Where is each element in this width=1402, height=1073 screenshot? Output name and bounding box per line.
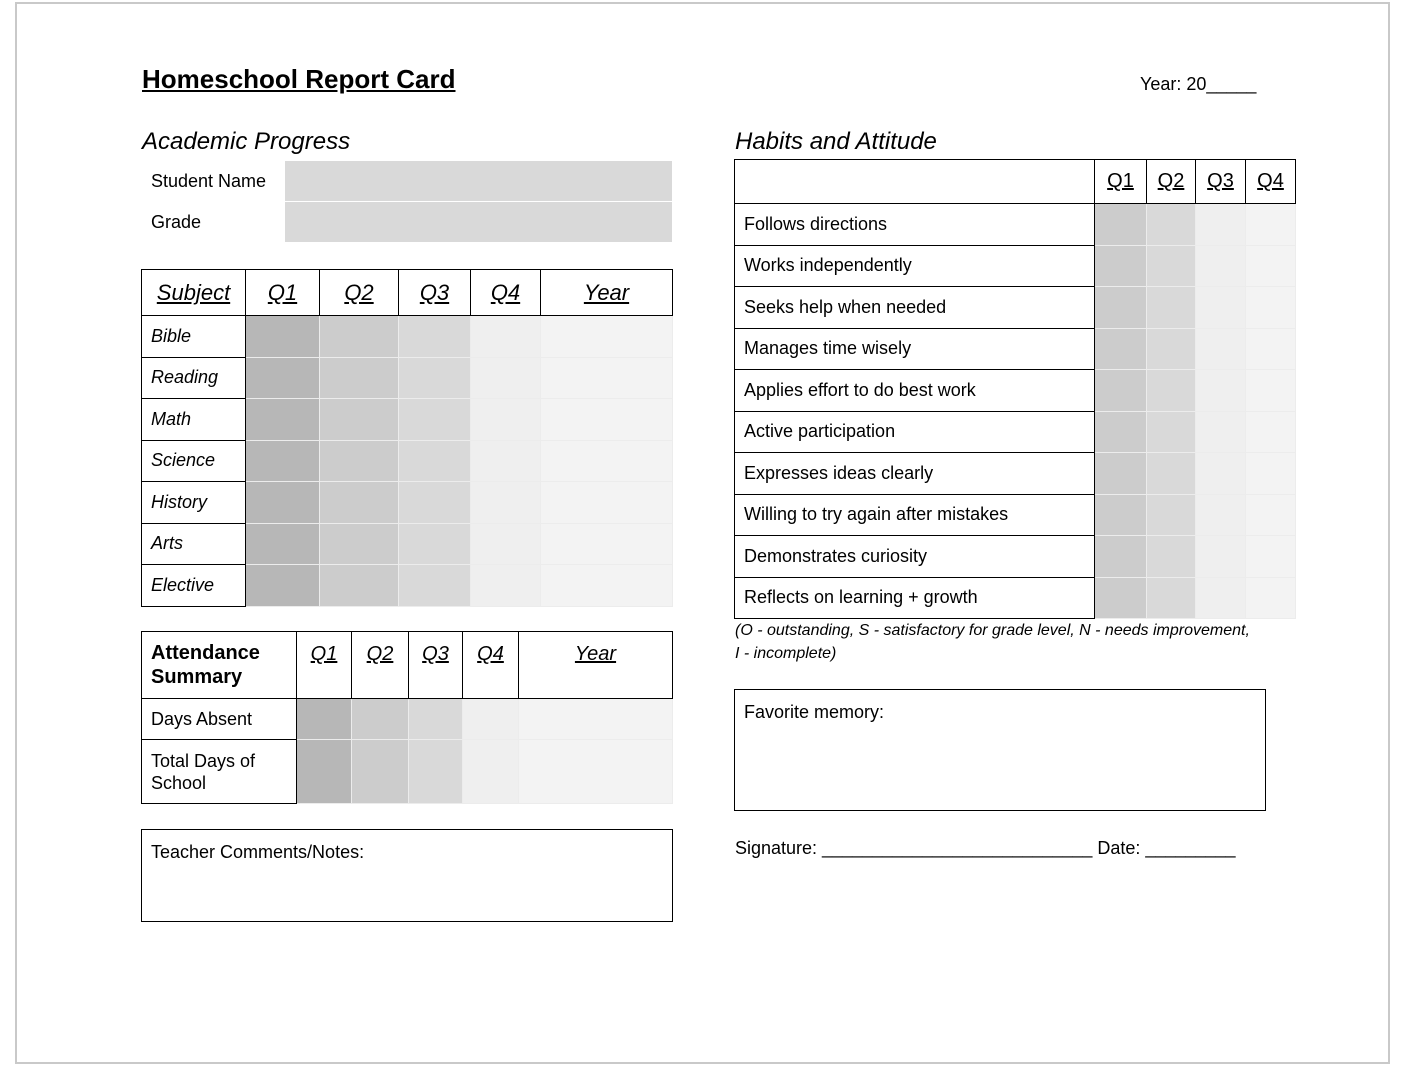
grade-cell[interactable]	[541, 440, 673, 482]
habit-label: Willing to try again after mistakes	[735, 494, 1095, 536]
hab-q3-header: Q3	[1196, 160, 1246, 204]
hab-q2-header: Q2	[1147, 160, 1196, 204]
habit-cell[interactable]	[1196, 536, 1246, 578]
att-q3-header: Q3	[409, 632, 463, 699]
table-row	[142, 316, 673, 358]
grade-cell[interactable]	[320, 523, 399, 565]
favorite-memory-label: Favorite memory:	[744, 702, 885, 722]
attendance-cell[interactable]	[519, 740, 673, 804]
habit-cell[interactable]	[1196, 245, 1246, 287]
attendance-header-row	[142, 632, 673, 699]
page-title: Homeschool Report Card	[142, 64, 456, 94]
habit-cell[interactable]	[1147, 204, 1196, 246]
habit-cell[interactable]	[1095, 245, 1147, 287]
habit-cell[interactable]	[1147, 536, 1196, 578]
habit-cell[interactable]	[1196, 328, 1246, 370]
grade-cell[interactable]	[399, 399, 471, 441]
habit-cell[interactable]	[1147, 287, 1196, 329]
att-q1-header: Q1	[297, 632, 352, 699]
table-row	[142, 357, 673, 399]
attendance-row-label: Total Days of School	[142, 740, 297, 804]
table-row	[142, 565, 673, 607]
habit-cell[interactable]	[1147, 245, 1196, 287]
habit-cell[interactable]	[1246, 577, 1296, 619]
habit-label: Applies effort to do best work	[735, 370, 1095, 412]
habit-cell[interactable]	[1196, 370, 1246, 412]
attendance-cell[interactable]	[409, 699, 463, 740]
grade-cell[interactable]	[399, 565, 471, 607]
grade-cell[interactable]	[399, 440, 471, 482]
academic-progress-heading: Academic Progress	[142, 128, 351, 155]
grade-cell[interactable]	[399, 523, 471, 565]
grade-cell[interactable]	[471, 482, 541, 524]
grade-cell[interactable]	[246, 440, 320, 482]
grade-cell[interactable]	[399, 316, 471, 358]
subject-name: Science	[142, 440, 246, 482]
grade-cell[interactable]	[399, 482, 471, 524]
table-row	[735, 245, 1296, 287]
attendance-summary-header	[142, 632, 297, 699]
teacher-comments-label: Teacher Comments/Notes:	[151, 842, 365, 862]
attendance-cell[interactable]	[409, 740, 463, 804]
grade-cell[interactable]	[246, 357, 320, 399]
grade-cell[interactable]	[471, 565, 541, 607]
habit-cell[interactable]	[1147, 494, 1196, 536]
attendance-cell[interactable]	[352, 699, 409, 740]
table-row	[142, 740, 673, 804]
habit-cell[interactable]	[1095, 287, 1147, 329]
grading-legend: (O - outstanding, S - satisfactory for grade level, N - needs improvement, I - incomplete)	[735, 622, 1250, 662]
habit-cell[interactable]	[1246, 536, 1296, 578]
hab-q1-header: Q1	[1095, 160, 1147, 204]
habit-cell[interactable]	[1095, 370, 1147, 412]
grade-cell[interactable]	[246, 523, 320, 565]
att-year-header: Year	[519, 632, 673, 699]
habit-cell[interactable]	[1095, 494, 1147, 536]
grade-cell[interactable]	[320, 565, 399, 607]
subject-name: Arts	[142, 523, 246, 565]
grade-cell[interactable]	[320, 482, 399, 524]
attendance-cell[interactable]	[519, 699, 673, 740]
table-row	[735, 453, 1296, 495]
habit-label: Reflects on learning + growth	[735, 577, 1095, 619]
grade-cell[interactable]	[320, 357, 399, 399]
grade-cell[interactable]	[541, 357, 673, 399]
habits-heading: Habits and Attitude	[735, 128, 937, 155]
habit-cell[interactable]	[1196, 494, 1246, 536]
grade-cell[interactable]	[246, 399, 320, 441]
table-row	[735, 536, 1296, 578]
habit-cell[interactable]	[1095, 536, 1147, 578]
subject-name: History	[142, 482, 246, 524]
table-row	[142, 699, 673, 740]
subject-name: Elective	[142, 565, 246, 607]
attendance-header-line2: Summary	[151, 666, 243, 688]
habit-cell[interactable]	[1246, 287, 1296, 329]
habit-cell[interactable]	[1246, 411, 1296, 453]
year-field[interactable]: Year: 20_____	[1140, 74, 1257, 94]
habit-cell[interactable]	[1095, 411, 1147, 453]
signature-date-line[interactable]: Signature: ___________________________ Date: _________	[735, 838, 1236, 858]
grade-cell[interactable]	[471, 316, 541, 358]
habit-cell[interactable]	[1246, 245, 1296, 287]
att-q4-header: Q4	[463, 632, 519, 699]
grade-cell[interactable]	[541, 399, 673, 441]
habit-cell[interactable]	[1095, 328, 1147, 370]
habit-cell[interactable]	[1147, 370, 1196, 412]
table-row	[735, 328, 1296, 370]
habit-label: Manages time wisely	[735, 328, 1095, 370]
habit-cell[interactable]	[1095, 204, 1147, 246]
attendance-cell[interactable]	[297, 740, 352, 804]
student-name-row	[142, 161, 672, 201]
habit-cell[interactable]	[1095, 453, 1147, 495]
grade-cell[interactable]	[471, 357, 541, 399]
habit-cell[interactable]	[1246, 328, 1296, 370]
grade-cell[interactable]	[471, 399, 541, 441]
grade-cell[interactable]	[541, 482, 673, 524]
habit-cell[interactable]	[1196, 453, 1246, 495]
table-row	[735, 411, 1296, 453]
grade-cell[interactable]	[541, 316, 673, 358]
grade-cell[interactable]	[246, 482, 320, 524]
attendance-cell[interactable]	[463, 699, 519, 740]
q3-header: Q3	[399, 270, 471, 316]
habit-cell[interactable]	[1196, 577, 1246, 619]
hab-q4-header: Q4	[1246, 160, 1296, 204]
subjects-header-row	[142, 270, 673, 316]
grade-cell[interactable]	[246, 316, 320, 358]
grade-cell[interactable]	[320, 440, 399, 482]
habit-label: Follows directions	[735, 204, 1095, 246]
habit-label: Seeks help when needed	[735, 287, 1095, 329]
habit-label: Expresses ideas clearly	[735, 453, 1095, 495]
grade-cell[interactable]	[471, 523, 541, 565]
habit-cell[interactable]	[1196, 204, 1246, 246]
student-name-field[interactable]	[285, 161, 672, 201]
grade-cell[interactable]	[246, 565, 320, 607]
subject-name: Bible	[142, 316, 246, 358]
q4-header: Q4	[471, 270, 541, 316]
table-row	[735, 577, 1296, 619]
habits-blank-header	[735, 160, 1095, 204]
grade-row	[142, 202, 672, 242]
attendance-cell[interactable]	[352, 740, 409, 804]
student-name-label: Student Name	[151, 171, 267, 191]
habit-cell[interactable]	[1196, 411, 1246, 453]
subject-name: Reading	[142, 357, 246, 399]
habit-cell[interactable]	[1246, 453, 1296, 495]
habit-cell[interactable]	[1147, 328, 1196, 370]
grade-cell[interactable]	[320, 316, 399, 358]
att-q2-header: Q2	[352, 632, 409, 699]
attendance-row-label: Days Absent	[142, 699, 297, 740]
grade-cell[interactable]	[320, 399, 399, 441]
grade-cell[interactable]	[541, 523, 673, 565]
habit-cell[interactable]	[1246, 370, 1296, 412]
table-row	[735, 204, 1296, 246]
habit-cell[interactable]	[1246, 204, 1296, 246]
attendance-header-line1: Attendance	[151, 642, 260, 664]
habit-label: Active participation	[735, 411, 1095, 453]
table-row	[142, 440, 673, 482]
grade-cell[interactable]	[399, 357, 471, 399]
table-row	[735, 287, 1296, 329]
habit-label: Demonstrates curiosity	[735, 536, 1095, 578]
teacher-comments-box[interactable]	[141, 829, 673, 922]
year-header: Year	[541, 270, 673, 316]
table-row	[735, 494, 1296, 536]
grade-label: Grade	[151, 212, 202, 232]
habit-cell[interactable]	[1095, 577, 1147, 619]
grade-field[interactable]	[285, 202, 672, 242]
attendance-table	[141, 631, 673, 804]
grade-cell[interactable]	[541, 565, 673, 607]
favorite-memory-box[interactable]	[734, 689, 1266, 811]
q2-header: Q2	[320, 270, 399, 316]
subject-name: Math	[142, 399, 246, 441]
grade-cell[interactable]	[471, 440, 541, 482]
subject-header: Subject	[142, 270, 246, 316]
table-row	[735, 370, 1296, 412]
habits-header-row	[735, 160, 1296, 204]
habit-cell[interactable]	[1196, 287, 1246, 329]
habit-cell[interactable]	[1147, 577, 1196, 619]
habit-label: Works independently	[735, 245, 1095, 287]
habit-cell[interactable]	[1147, 411, 1196, 453]
attendance-cell[interactable]	[463, 740, 519, 804]
subjects-table	[141, 269, 673, 607]
habit-cell[interactable]	[1246, 494, 1296, 536]
attendance-cell[interactable]	[297, 699, 352, 740]
table-row	[142, 482, 673, 524]
habits-table	[734, 159, 1296, 619]
habit-cell[interactable]	[1147, 453, 1196, 495]
table-row	[142, 523, 673, 565]
table-row	[142, 399, 673, 441]
q1-header: Q1	[246, 270, 320, 316]
